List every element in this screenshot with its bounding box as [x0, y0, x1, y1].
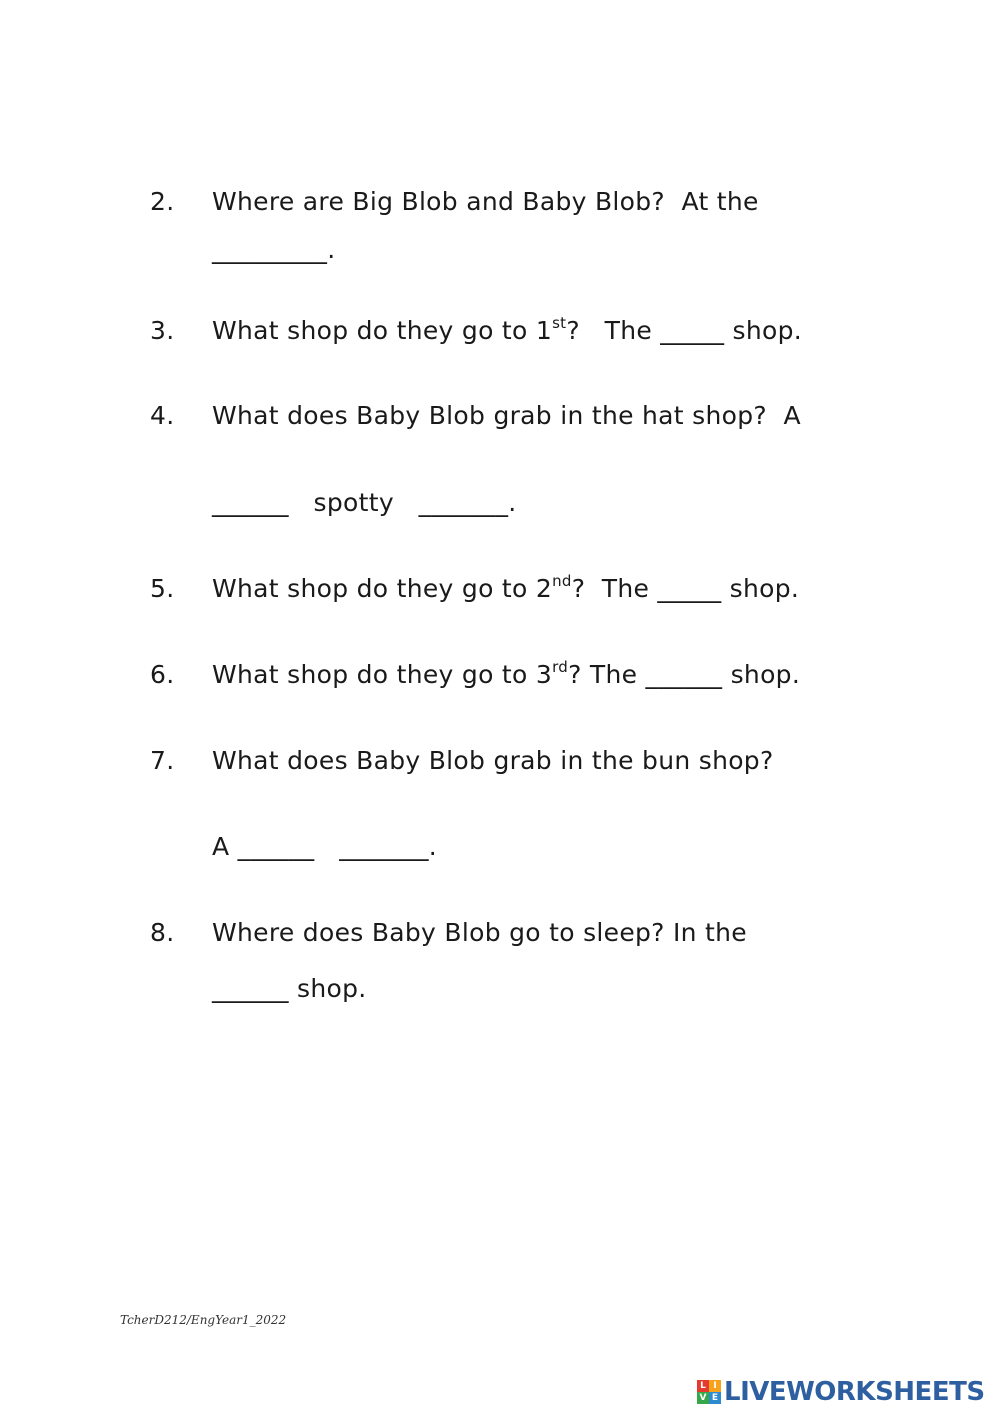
question-text: What does Baby Blob grab in the hat shop? A [212, 401, 801, 430]
answer-blank-line: ______ spotty _______. [212, 488, 517, 517]
answer-blank-line: ______ shop. [212, 974, 367, 1003]
question-number: 2. [150, 187, 175, 216]
logo-letter: V [697, 1392, 709, 1404]
question-text: Where does Baby Blob go to sleep? In the [212, 918, 747, 947]
ordinal-suffix: rd [552, 658, 569, 676]
question-text: What does Baby Blob grab in the bun shop? [212, 746, 774, 775]
question-text: Where are Big Blob and Baby Blob? At the [212, 187, 759, 216]
ordinal-suffix: nd [552, 572, 572, 590]
logo-text: LIVEWORKSHEETS [724, 1377, 985, 1407]
logo-letter: E [709, 1392, 721, 1404]
question-number: 4. [150, 401, 175, 430]
question-text: What shop do they go to 1st? The _____ shop. [212, 314, 803, 345]
logo-icon [697, 1380, 721, 1404]
liveworksheets-logo [697, 1376, 985, 1408]
answer-blank-line: _________. [212, 235, 336, 264]
question-number: 8. [150, 918, 175, 947]
question-text: What shop do they go to 3rd? The ______ shop. [212, 658, 801, 689]
question-number: 6. [150, 660, 175, 689]
logo-letter: I [709, 1380, 721, 1392]
question-text: What shop do they go to 2nd? The _____ shop. [212, 572, 800, 603]
author-credit: TcherD212/EngYear1_2022 [120, 1313, 287, 1327]
question-number: 7. [150, 746, 175, 775]
answer-blank-line: A ______ _______. [212, 832, 438, 861]
ordinal-suffix: st [552, 314, 567, 332]
question-number: 3. [150, 316, 175, 345]
question-number: 5. [150, 574, 175, 603]
logo-letter: L [697, 1380, 709, 1392]
